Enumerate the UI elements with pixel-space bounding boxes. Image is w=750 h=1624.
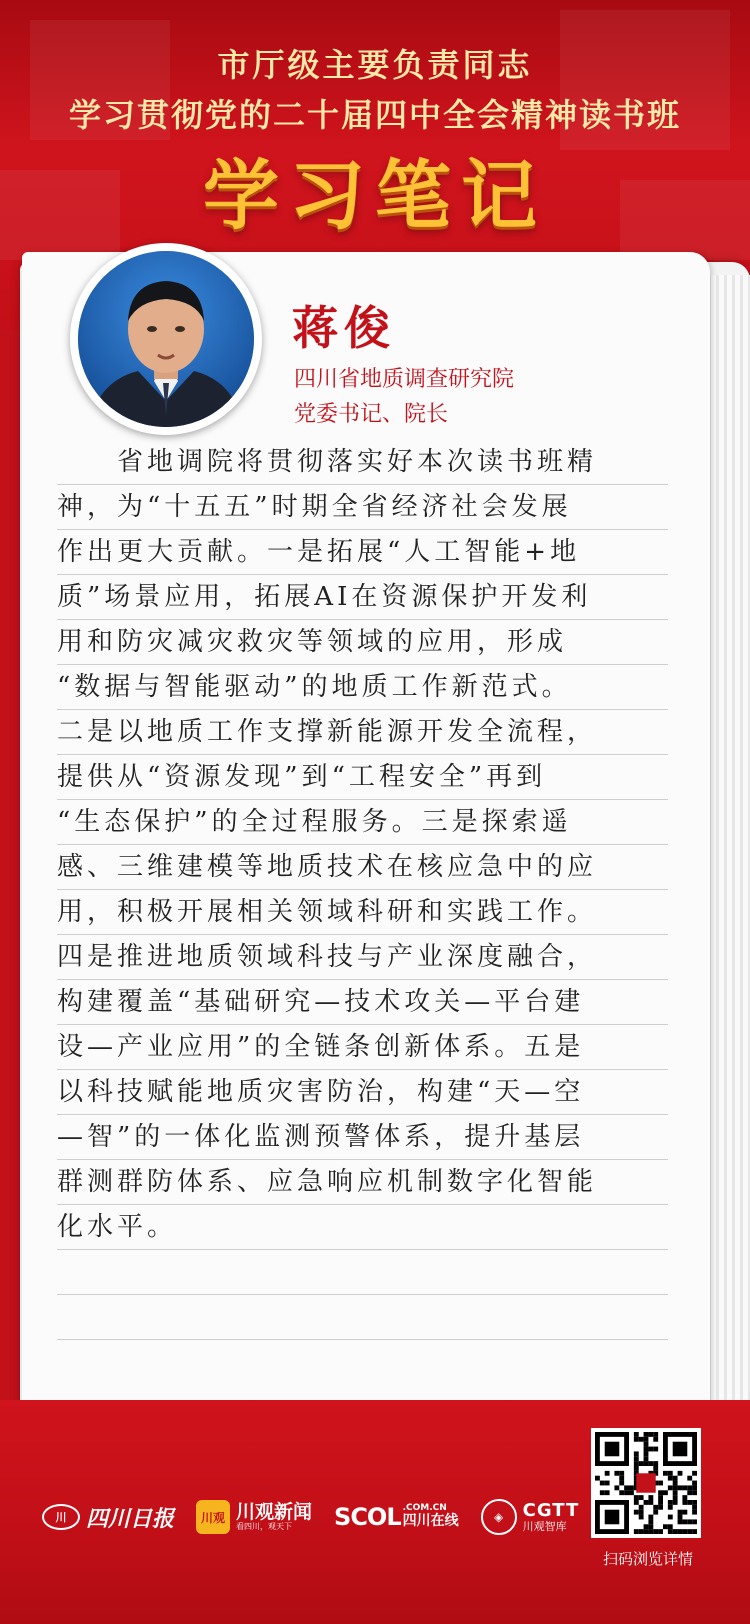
scol-logo[interactable]: SCOL .COM.CN 四川在线 (334, 1503, 459, 1531)
body-line: 作出更大贡献。一是拓展“人工智能+地 (57, 530, 668, 575)
person-position: 党委书记、院长 (294, 402, 449, 427)
body-line: 感、三维建模等地质技术在核应急中的应 (57, 845, 668, 890)
qr-label: 扫码浏览详情 (602, 1550, 693, 1568)
avatar (70, 243, 262, 435)
body-line: 群测群防体系、应急响应机制数字化智能 (57, 1160, 668, 1205)
body-line: 提供从“资源发现”到“工程安全”再到 (57, 755, 668, 800)
headline: 学习笔记 (203, 151, 547, 240)
body-line: “生态保护”的全过程服务。三是探索遥 (57, 800, 668, 845)
sichuan-daily-logo[interactable]: 川 四川日报 (42, 1502, 174, 1533)
body-line: 省地调院将贯彻落实好本次读书班精 (57, 440, 668, 485)
qr-code-icon (595, 1432, 697, 1534)
chuanguan-mark-icon: 川观 (196, 1500, 230, 1534)
body-line: 设—产业应用”的全链条创新体系。五是 (57, 1025, 668, 1070)
chuanguan-news-logo[interactable]: 川观 川观新闻 看四川，观天下 (196, 1500, 312, 1534)
person-name: 蒋俊 (292, 301, 396, 355)
header (0, 40, 750, 244)
qr-code[interactable] (591, 1428, 701, 1538)
body-line: 二是以地质工作支撑新能源开发全流程， (57, 710, 668, 755)
cgtt-emblem-icon: ◈ (481, 1499, 517, 1535)
body-line (57, 1250, 668, 1295)
body-line: 神，为“十五五”时期全省经济社会发展 (57, 485, 668, 530)
portrait-photo (78, 251, 254, 427)
body-line: 四是推进地质领域科技与产业深度融合， (57, 935, 668, 980)
body-line: 用，积极开展相关领域科研和实践工作。 (57, 890, 668, 935)
footer-logos (42, 1497, 601, 1537)
body-line: —智”的一体化监测预警体系，提升基层 (57, 1115, 668, 1160)
sichuan-daily-emblem-icon: 川 (42, 1504, 80, 1530)
body-line: 质”场景应用，拓展AI在资源保护开发利 (57, 575, 668, 620)
body-line: “数据与智能驱动”的地质工作新范式。 (57, 665, 668, 710)
body-line: 化水平。 (57, 1205, 668, 1250)
person-organization: 四川省地质调查研究院 (294, 367, 515, 392)
header-line-1: 市厅级主要负责同志 (217, 46, 533, 84)
body-line (57, 1295, 668, 1340)
cgtt-logo[interactable]: ◈ CGTT 川观智库 (481, 1499, 580, 1535)
note-body (57, 440, 668, 1340)
body-line: 以科技赋能地质灾害防治，构建“天—空 (57, 1070, 668, 1115)
body-line: 构建覆盖“基础研究—技术攻关—平台建 (57, 980, 668, 1025)
body-line: 用和防灾减灾救灾等领域的应用，形成 (57, 620, 668, 665)
header-line-2: 学习贯彻党的二十届四中全会精神读书班 (68, 96, 681, 134)
